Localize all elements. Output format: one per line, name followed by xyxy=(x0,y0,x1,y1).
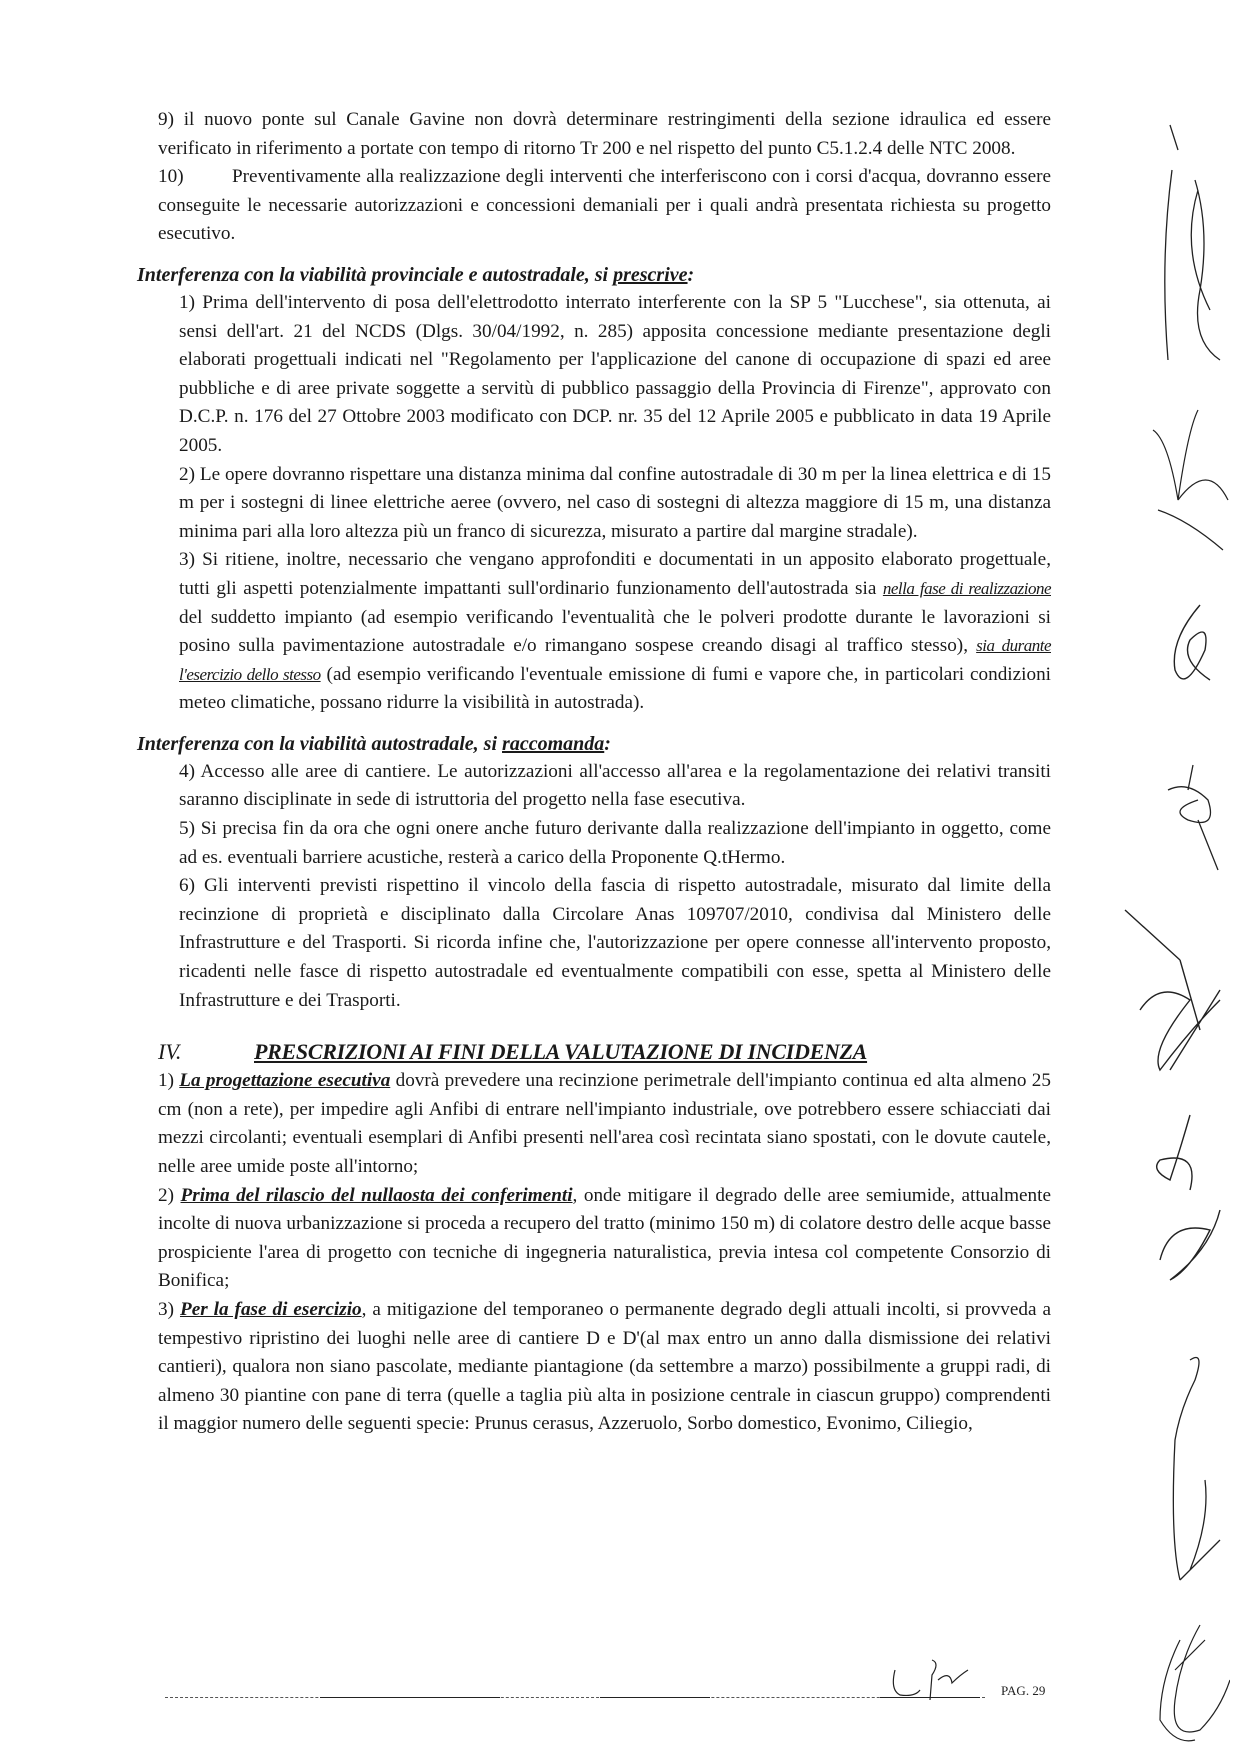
signature-initials-icon xyxy=(890,1655,970,1705)
list-item: 4) Accesso alle aree di cantiere. Le autorizzazioni all'accesso all'area e la regolamentazione dei relativi transiti saranno disciplinate in sede di istruttoria del progetto nella fase esecutiva. xyxy=(179,760,1051,811)
paragraph-10-number: 10) xyxy=(158,166,184,188)
signature-initials-icon xyxy=(1120,1620,1230,1750)
signature-initials-icon xyxy=(1150,110,1230,370)
signature-initials-icon xyxy=(1160,600,1220,700)
list-item: 2) Prima del rilascio del nullaosta dei conferimenti, onde mitigare il degrado delle aree semiumide, attualmente incolte di nuova urbanizzazione si proceda a recupero del tratto (minimo 150 m) di colatore destro delle acque basse prospiciente l'area di progetto con tecniche di ingegneria naturalistica, previa intesa col competente Consorzio di Bonifica; xyxy=(158,1184,1051,1292)
list-raccomandazioni-autostradale xyxy=(158,758,1051,1015)
paragraph-10-text: Preventivamente alla realizzazione degli interventi che interferiscono con i corsi d'acqua, dovranno essere conseguite le necessarie autorizzazioni e concessioni demaniali per i quali andrà presentata richiesta su progetto esecutivo. xyxy=(158,166,1051,245)
footer-rule-segment xyxy=(320,1697,500,1698)
heading-viabilita-provinciale: Interferenza con la viabilità provinciale e autostradale, si prescrive: xyxy=(137,263,695,286)
signature-initials-icon xyxy=(1120,900,1230,1100)
list-item: 6) Gli interventi previsti rispettino il vincolo della fascia di rispetto autostradale, misurato dal limite della recinzione di proprietà e disciplinato dalla Circolare Anas 109707/2010, condivisa dal Ministero delle Infrastrutture e del Trasporti. Si ricorda infine che, l'autorizzazione per opere connesse all'intervento proposto, ricadenti nelle fasce di rispetto autostradale ed eventualmente compatibili con esse, spetta al Ministero delle Infrastrutture e dei Trasporti. xyxy=(179,875,1051,1011)
heading-keyword-prescrive: prescrive xyxy=(613,263,688,286)
list-item: 5) Si precisa fin da ora che ogni onere anche futuro derivante dalla realizzazione dell'impianto in oggetto, come ad es. eventuali barriere acustiche, resterà a carico della Proponente Q.tHermo. xyxy=(179,818,1051,868)
footer-rule-segment xyxy=(600,1697,710,1698)
emphasis-label: Per la fase di esercizio xyxy=(179,1298,362,1320)
signature-initials-icon xyxy=(1148,400,1238,560)
heading-keyword-raccomanda: raccomanda xyxy=(502,732,605,755)
emphasis-label: Prima del rilascio del nullaosta dei conferimenti xyxy=(180,1184,573,1206)
paragraph-10 xyxy=(158,163,1051,249)
list-item: 1) La progettazione esecutiva dovrà prevedere una recinzione perimetrale dell'impianto continua ed alta almeno 25 cm (non a rete), per impedire agli Anfibi di entrare nell'impianto industriale, ove potrebbero essere schiacciati dai mezzi circolanti; eventuali esemplari di Anfibi presenti nell'area così recintata siano spostati, con le dovute cautele, nelle aree umide poste all'intorno; xyxy=(158,1070,1051,1177)
emphasis-durante-esercizio: sia durante l'esercizio dello stesso xyxy=(179,636,1051,684)
list-item: 3) Per la fase di esercizio, a mitigazione del temporaneo o permanente degrado degli attuali incolti, si provveda a tempestivo ripristino dei luoghi nelle aree di cantiere D e D'(al max entro un anno dalla dismissione dei relativi cantieri), qualora non siano pascolate, mediante piantagione (da settembre a marzo) possibilmente a gruppi radi, di almeno 30 piantine con pane di terra (quelle a taglia più alta in posizione centrale in ciascun gruppo) comprendenti il maggior numero delle seguenti specie: Prunus cerasus, Azzeruolo, Sorbo domestico, Evonimo, Ciliegio, xyxy=(158,1298,1051,1435)
heading-viabilita-autostradale: Interferenza con la viabilità autostradale, si raccomanda: xyxy=(137,732,611,755)
list-item: 2) Le opere dovranno rispettare una distanza minima dal confine autostradale di 30 m per la linea elettrica e di 15 m per i sostegni di linee elettriche aeree (ovvero, nel caso di sostegni di altezza maggiore di 15 m, una distanza minima pari alla loro altezza più un franco di sicurezza, misurato a partire dal margine stradale). xyxy=(179,463,1051,542)
emphasis-label: La progettazione esecutiva xyxy=(179,1070,391,1092)
section-iv-title xyxy=(158,1037,1051,1067)
footer-rule xyxy=(165,1697,985,1698)
signature-initials-icon xyxy=(1150,1340,1230,1620)
section-title-text: PRESCRIZIONI AI FINI DELLA VALUTAZIONE DI INCIDENZA xyxy=(254,1039,868,1065)
list-prescrizioni-provinciale xyxy=(158,289,1051,718)
list-item: 3) Si ritiene, inoltre, necessario che vengano approfonditi e documentati in un apposito elaborato progettuale, tutti gli aspetti potenzialmente impattanti sull'ordinario funzionamento dell'autostrada sia nella fase di realizzazione del suddetto impianto (ad esempio verificando l'eventualità che le polveri prodotte durante le lavorazioni si posino sulla pavimentazione autostradale e/o rimangano sospese creando disagi al traffico stesso), sia durante l'esercizio dello stesso (ad esempio verificando l'eventuale emissione di fumi e vapore che, in particolari condizioni meteo climatiche, possano ridurre la visibilità in autostrada). xyxy=(179,549,1051,714)
signature-initials-icon xyxy=(1130,1110,1230,1310)
signature-initials-icon xyxy=(1158,760,1228,880)
emphasis-fase-realizzazione: nella fase di realizzazione xyxy=(882,578,1051,598)
list-prescrizioni-incidenza xyxy=(158,1067,1051,1439)
section-number: IV. xyxy=(158,1039,182,1065)
page-number: PAG. 29 xyxy=(1001,1683,1046,1698)
document-body xyxy=(137,106,1051,1439)
list-item: 1) Prima dell'intervento di posa dell'elettrodotto interrato interferente con la SP 5 "Lucchese", sia ottenuta, ai sensi dell'art. 21 del NCDS (Dlgs. 30/04/1992, n. 285) apposita concessione mediante presentazione degli elaborati progettuali indicati nel "Regolamento per l'applicazione del canone di occupazione di spazi ed aree pubbliche e di aree private soggette a servitù di pubblico passaggio della Provincia di Firenze", approvato con D.C.P. n. 176 del 27 Ottobre 2003 modificato con DCP. nr. 35 del 12 Aprile 2005 e pubblicato in data 19 Aprile 2005. xyxy=(179,291,1051,456)
paragraph-9: 9) il nuovo ponte sul Canale Gavine non dovrà determinare restringimenti della sezione idraulica ed essere verificato in riferimento a portate con tempo di ritorno Tr 200 e nel rispetto del punto C5.1.2.4 delle NTC 2008. xyxy=(158,109,1051,159)
